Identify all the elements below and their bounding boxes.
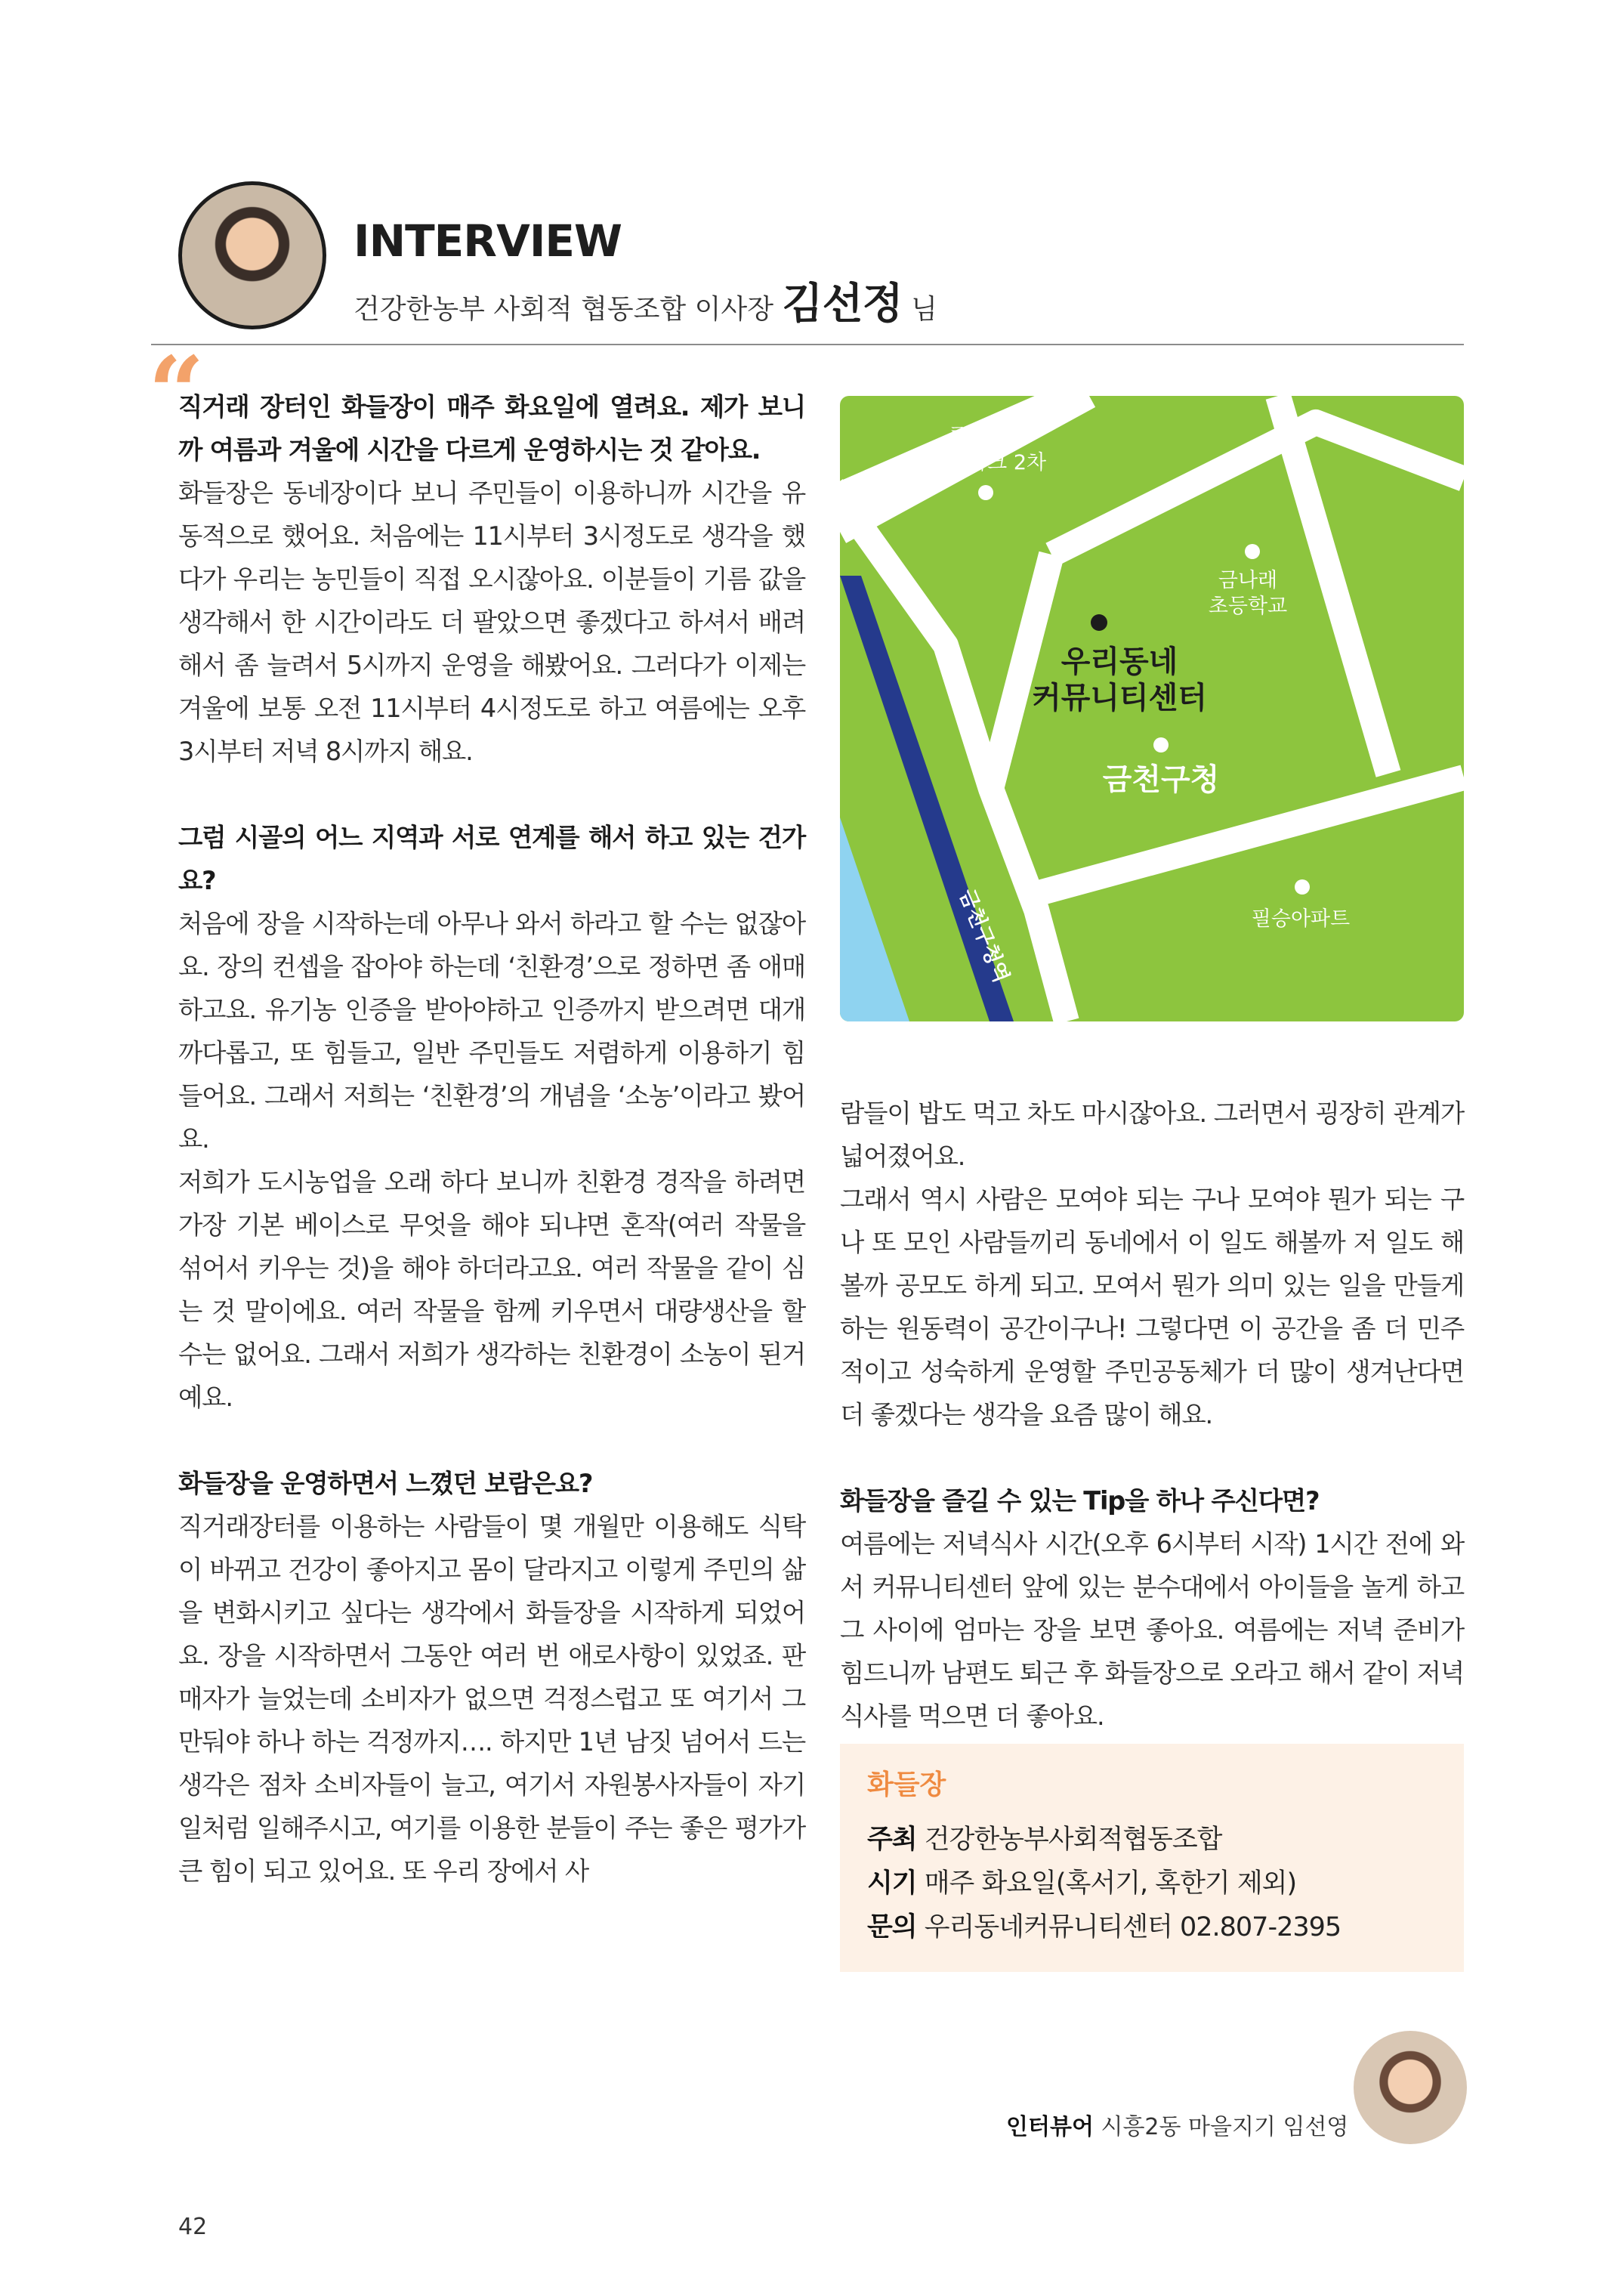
location-map <box>840 396 1464 1021</box>
interview-question: 화들장을 운영하면서 느꼈던 보람은요? <box>178 1469 593 1498</box>
paragraph-gap <box>178 773 805 816</box>
info-title: 화들장 <box>867 1769 946 1800</box>
page-number: 42 <box>178 2214 208 2240</box>
paragraph-gap <box>840 1436 1464 1479</box>
section-title: INTERVIEW <box>354 215 622 267</box>
label-apartment: 필승아파트 <box>1251 907 1351 931</box>
marker-apartment <box>1295 879 1310 895</box>
interviewee-role: 건강한농부 사회적 협동조합 이사장 <box>354 294 783 325</box>
interview-question: 그럼 시골의 어느 지역과 서로 연계를 해서 하고 있는 건가요? <box>178 823 805 895</box>
marker-office <box>1153 737 1169 752</box>
label-community-center: 우리동네 커뮤니티센터 <box>1032 644 1207 715</box>
interviewer-credit: 인터뷰어 시흥2동 마을지기 임선영 <box>1006 2114 1349 2140</box>
label-lotte: 롯데캐슬 골드파크 2차 <box>928 425 1047 474</box>
marker-school <box>1245 544 1260 559</box>
info-time: 시기 매주 화요일(혹서기, 혹한기 제외) <box>867 1868 1297 1899</box>
label-station: 금천구청역 <box>954 885 1014 987</box>
honorific: 님 <box>902 294 937 325</box>
interviewer-photo <box>1354 2031 1467 2144</box>
interview-answer: 람들이 밥도 먹고 차도 마시잖아요. 그러면서 굉장히 관계가 넓어졌어요. <box>840 1099 1464 1171</box>
right-column <box>840 1092 1464 1738</box>
interview-question: 직거래 장터인 화들장이 매주 화요일에 열려요. 제가 보니 까 여름과 겨울에 시간을 다르게 운영하시는 것 같아요. <box>178 392 805 465</box>
info-contact: 문의 우리동네커뮤니티센터 02.807-2395 <box>867 1912 1341 1942</box>
interview-question: 화들장을 즐길 수 있는 Tip을 하나 주신다면? <box>840 1486 1320 1516</box>
marker-community-center <box>1091 614 1107 631</box>
left-column <box>178 385 805 1893</box>
interview-answer: 여름에는 저녁식사 시간(오후 6시부터 시작) 1시간 전에 와서 커뮤니티센터 앞에 있는 분수대에서 아이들을 놀게 하고 그 사이에 엄마는 장을 보면 좋아요. 여름에는 저녁 준비가 힘드니까 남편도 퇴근 후 화들장으로 오라고 해서 같이 저녁식사를 먹으면 더 좋아요. <box>840 1529 1464 1731</box>
label-school: 금나래 초등학교 <box>1208 569 1288 618</box>
interview-answer: 처음에 장을 시작하는데 아무나 와서 하라고 할 수는 없잖아요. 장의 컨셉을 잡아야 하는데 ‘친환경’으로 정하면 좀 애매하고요. 유기농 인증을 받아야하고 인증까지 받으려면 대개 까다롭고, 또 힘들고, 일반 주민들도 저렴하게 이용하기 힘들어요. 그래서 저희는 ‘친환경’의 개념을 ‘소농’이라고 봤어요. <box>178 909 805 1154</box>
interview-answer: 화들장은 동네장이다 보니 주민들이 이용하니까 시간을 유동적으로 했어요. 처음에는 11시부터 3시정도로 생각을 했다가 우리는 농민들이 직접 오시잖아요. 이분들이 기름 값을 생각해서 한 시간이라도 더 팔았으면 좋겠다고 하셔서 배려해서 좀 늘려서 5시까지 운영을 해봤어요. 그러다가 이제는 겨울에 보통 오전 11시부터 4시정도로 하고 여름에는 오후 3시부터 저녁 8시까지 해요. <box>178 478 805 766</box>
quote-mark-icon: “ <box>148 335 205 450</box>
interview-answer: 그래서 역시 사람은 모여야 되는 구나 모여야 뭔가 되는 구나 또 모인 사람들끼리 동네에서 이 일도 해볼까 저 일도 해볼까 공모도 하게 되고. 모여서 뭔가 의미 있는 일을 만들게 하는 원동력이 공간이구나! 그렇다면 이 공간을 좀 더 민주적이고 성숙하게 운영할 주민공동체가 더 많이 생겨난다면 더 좋겠다는 생각을 요즘 많이 해요. <box>840 1185 1464 1429</box>
market-info-box <box>840 1744 1464 1972</box>
interview-answer: 직거래장터를 이용하는 사람들이 몇 개월만 이용해도 식탁이 바뀌고 건강이 좋아지고 몸이 달라지고 이렇게 주민의 삶을 변화시키고 싶다는 생각에서 화들장을 시작하게 되었어요. 장을 시작하면서 그동안 여러 번 애로사항이 있었죠. 판매자가 늘었는데 소비자가 없으면 걱정스럽고 또 여기서 그만둬야 하나 하는 걱정까지…. 하지만 1년 남짓 넘어서 드는 생각은 점차 소비자들이 늘고, 여기서 자원봉사자들이 자기 일처럼 일해주시고, 여기를 이용한 분들이 주는 좋은 평가가 큰 힘이 되고 있어요. 또 우리 장에서 사 <box>178 1512 805 1886</box>
interviewee-name: 김선정 <box>782 280 903 329</box>
interview-answer: 저희가 도시농업을 오래 하다 보니까 친환경 경작을 하려면 가장 기본 베이스로 무엇을 해야 되냐면 혼작(여러 작물을 섞어서 키우는 것)을 해야 하더라고요. 여러 작물을 같이 심는 것 말이에요. 여러 작물을 함께 키우면서 대량생산을 할 수는 없어요. 그래서 저희가 생각하는 친환경이 소농이 된거예요. <box>178 1167 805 1412</box>
interviewee-byline <box>354 270 937 331</box>
header-divider <box>151 344 1464 345</box>
marker-lotte <box>978 485 993 500</box>
interviewee-photo <box>178 181 326 329</box>
info-host: 주최 건강한농부사회적협동조합 <box>867 1825 1222 1855</box>
paragraph-gap <box>178 1419 805 1462</box>
label-office: 금천구청 <box>1102 762 1220 797</box>
